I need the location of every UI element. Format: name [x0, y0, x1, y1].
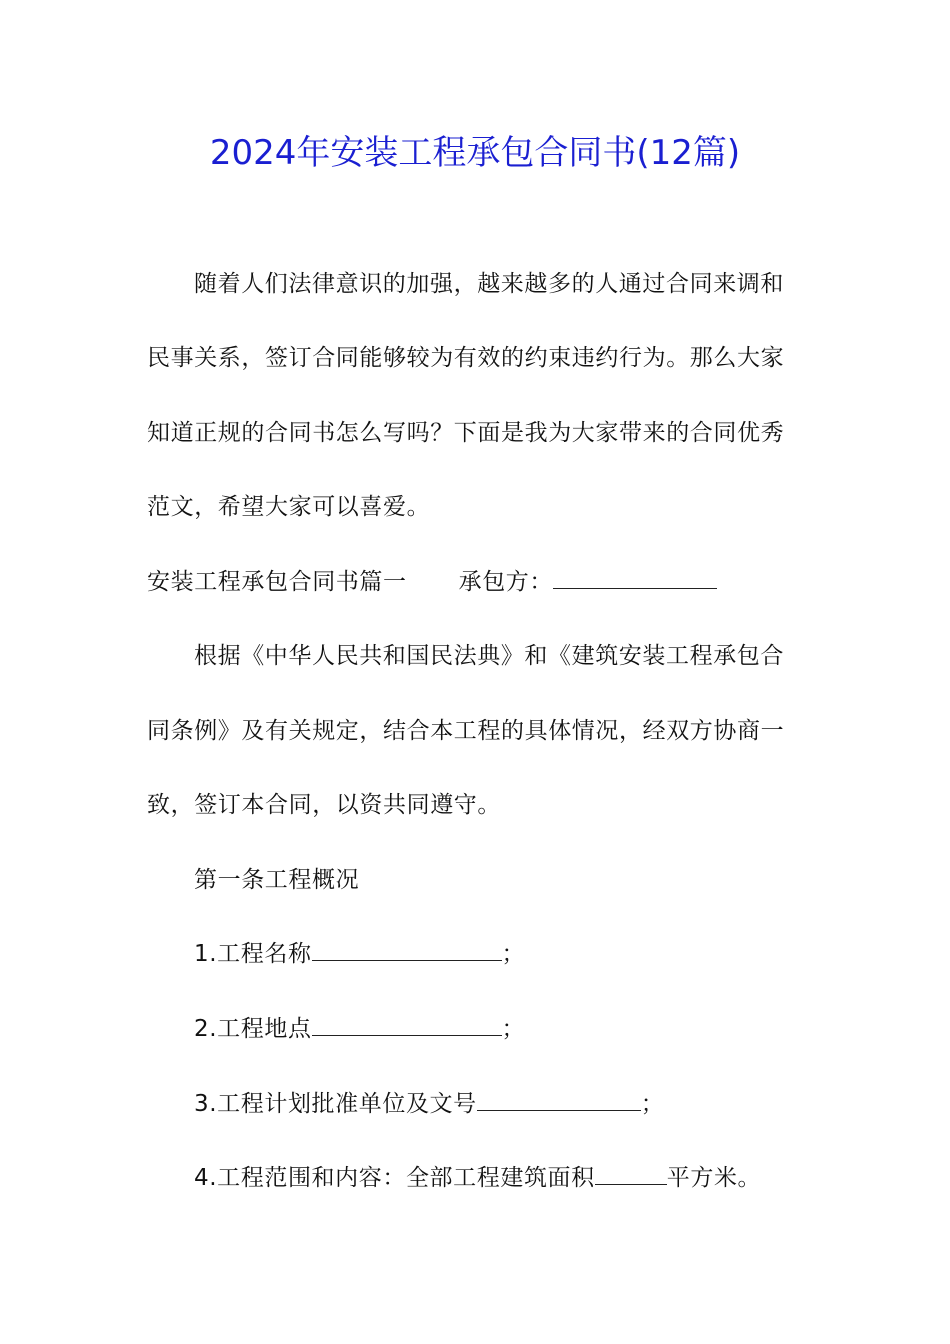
intro-line-2: 民事关系，签订合同能够较为有效的约束违约行为。那么大家	[147, 345, 785, 371]
basis-line-1: 根据《中华人民共和国民法典》和《建筑安装工程承包合	[194, 643, 784, 669]
item-suffix: ；	[501, 1016, 526, 1042]
item-approval-unit	[194, 1088, 664, 1120]
project-location-blank	[312, 1013, 502, 1036]
approval-unit-blank	[477, 1088, 641, 1111]
section-heading: 安装工程承包合同书篇一	[147, 569, 407, 595]
document-title: 2024年安装工程承包合同书(12篇)	[209, 133, 741, 173]
item-scope	[194, 1162, 761, 1194]
basis-line-2: 同条例》及有关规定，结合本工程的具体情况，经双方协商一	[147, 718, 785, 744]
contractor-blank	[553, 566, 717, 589]
item-project-name	[194, 938, 525, 970]
item-label: 4.工程范围和内容：全部工程建筑面积	[194, 1165, 595, 1191]
item-label: 1.工程名称	[194, 941, 312, 967]
article-1-heading: 第一条工程概况	[194, 867, 360, 893]
basis-line-3: 致，签订本合同，以资共同遵守。	[147, 792, 501, 818]
intro-line-4: 范文，希望大家可以喜爱。	[147, 494, 431, 520]
item-project-location	[194, 1013, 525, 1045]
item-suffix: ；	[640, 1091, 665, 1117]
contractor-label: 承包方：	[458, 569, 554, 595]
item-label: 2.工程地点	[194, 1016, 312, 1042]
item-label: 3.工程计划批准单位及文号	[194, 1091, 477, 1117]
intro-line-1: 随着人们法律意识的加强，越来越多的人通过合同来调和	[194, 271, 784, 297]
item-suffix: ；	[501, 941, 526, 967]
area-blank	[595, 1162, 667, 1185]
project-name-blank	[312, 938, 502, 961]
section-heading-line	[147, 566, 717, 598]
intro-line-3: 知道正规的合同书怎么写吗？下面是我为大家带来的合同优秀	[147, 420, 785, 446]
item-suffix: 平方米。	[666, 1165, 762, 1191]
